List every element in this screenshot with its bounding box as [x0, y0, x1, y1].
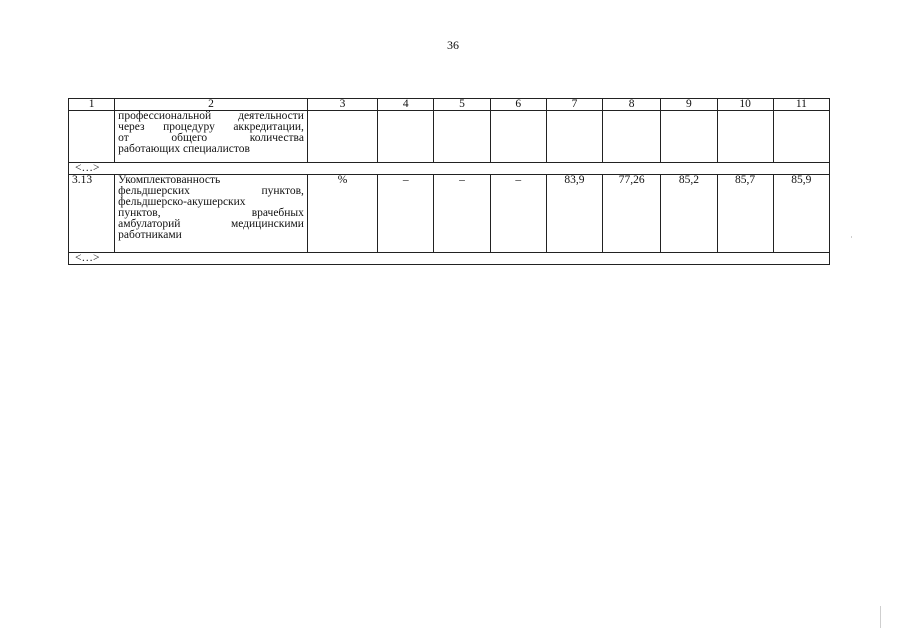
description-line: от общего количества: [118, 132, 304, 144]
omitted-rows-marker-row: [69, 253, 830, 265]
header-cell-6: 6: [490, 99, 546, 111]
unit-cell: %: [307, 175, 377, 253]
scan-artifact: [851, 236, 852, 238]
omitted-rows-marker-row: [69, 163, 830, 175]
table-cell: [490, 111, 546, 163]
header-cell-8: 8: [603, 99, 661, 111]
header-cell-3: 3: [307, 99, 377, 111]
value-cell-4: –: [378, 175, 434, 253]
omitted-rows-marker: <…>: [69, 163, 830, 175]
value-cell-5: –: [434, 175, 490, 253]
description-line: фельдшерско-акушерских: [118, 196, 246, 208]
row-description-cell: [115, 175, 308, 253]
description-line: через процедуру аккредитации,: [118, 121, 304, 133]
row-description-cell: [115, 111, 308, 163]
table-cell: [546, 111, 602, 163]
table-cell: [434, 111, 490, 163]
table-row: [69, 175, 830, 253]
description-line: профессиональной деятельности: [118, 110, 304, 122]
header-cell-9: 9: [661, 99, 717, 111]
row-number-cell: [69, 111, 115, 163]
description-line: Укомплектованность: [118, 174, 221, 186]
value-cell-8: 77,26: [603, 175, 661, 253]
value-cell-10: 85,7: [717, 175, 773, 253]
row-number-cell: 3.13: [69, 175, 115, 253]
description-line: пунктов, врачебных: [118, 207, 304, 219]
page-number: 36: [447, 38, 459, 52]
table-header-row: [69, 99, 830, 111]
table-row: [69, 111, 830, 163]
description-line: фельдшерских пунктов,: [118, 185, 304, 197]
table-cell: [378, 111, 434, 163]
table-cell: [307, 111, 377, 163]
omitted-rows-marker: <…>: [69, 253, 830, 265]
header-cell-7: 7: [546, 99, 602, 111]
header-cell-4: 4: [378, 99, 434, 111]
table-cell: [773, 111, 829, 163]
header-cell-5: 5: [434, 99, 490, 111]
description-line: работниками: [118, 229, 182, 241]
scan-artifact: [880, 606, 881, 628]
table-cell: [661, 111, 717, 163]
description-line: амбулаторий медицинскими: [118, 218, 304, 230]
header-cell-1: 1: [69, 99, 115, 111]
header-cell-10: 10: [717, 99, 773, 111]
description-line: работающих специалистов: [118, 143, 250, 155]
header-cell-2: 2: [115, 99, 308, 111]
header-cell-11: 11: [773, 99, 829, 111]
table-cell: [603, 111, 661, 163]
indicator-table: [68, 98, 830, 265]
value-cell-11: 85,9: [773, 175, 829, 253]
value-cell-7: 83,9: [546, 175, 602, 253]
value-cell-9: 85,2: [661, 175, 717, 253]
table-cell: [717, 111, 773, 163]
value-cell-6: –: [490, 175, 546, 253]
